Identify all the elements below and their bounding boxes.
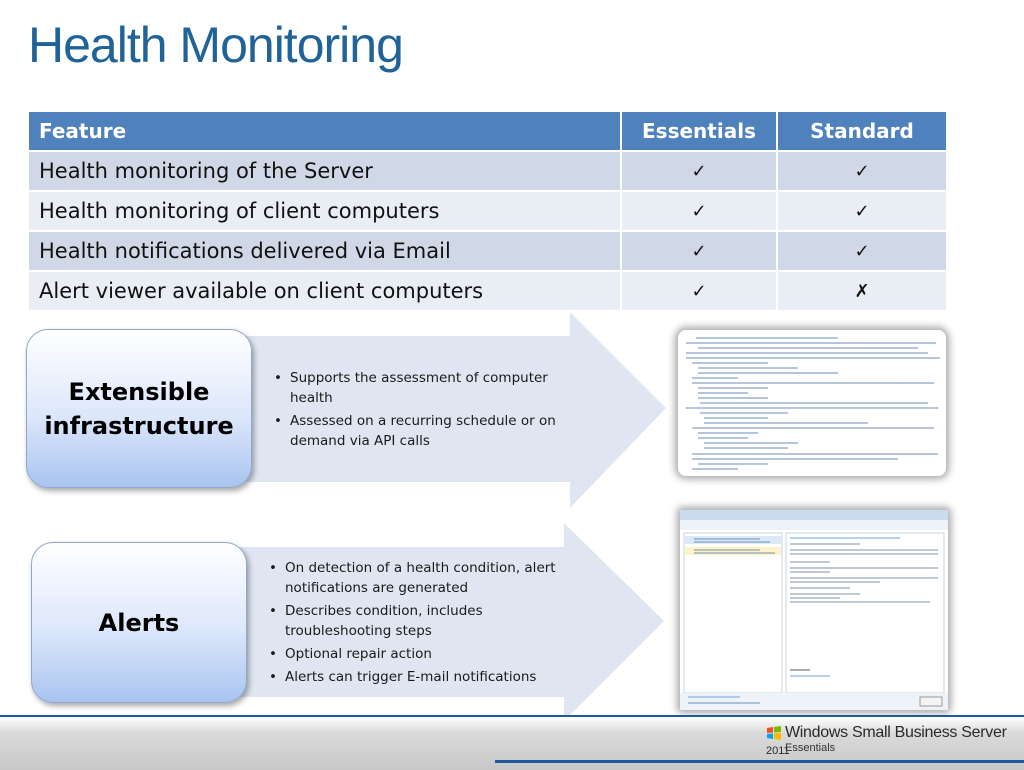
checkmark-icon: ✓ <box>621 191 777 231</box>
cross-icon: ✗ <box>777 271 947 311</box>
alerts-bullet-list <box>265 558 565 690</box>
list-item: • On detection of a health condition, alert notifications are generated <box>265 558 565 598</box>
checkmark-icon: ✓ <box>621 231 777 271</box>
alerts-box <box>31 542 247 703</box>
extensible-infrastructure-label <box>44 375 233 443</box>
table-row <box>28 151 947 191</box>
alert-viewer-window <box>680 510 948 710</box>
windows-sbs-logo <box>766 724 1024 760</box>
table-header-row <box>28 111 947 151</box>
header-standard: Standard <box>777 111 947 151</box>
windows-flag-icon <box>766 726 782 740</box>
table-row <box>28 191 947 231</box>
list-item: • Optional repair action <box>265 644 565 664</box>
checkmark-icon: ✓ <box>777 231 947 271</box>
table-row <box>28 231 947 271</box>
list-item: • Alerts can trigger E-mail notifications <box>265 667 565 687</box>
alerts-label: Alerts <box>98 608 180 637</box>
label-line-1: Extensible <box>68 377 210 406</box>
table-row <box>28 271 947 311</box>
alert-viewer-screenshot <box>680 510 948 710</box>
feature-cell: Health notifications delivered via Email <box>28 231 621 271</box>
list-item: • Supports the assessment of computer health <box>270 368 570 408</box>
label-line-2: infrastructure <box>44 411 234 440</box>
checkmark-icon: ✓ <box>777 191 947 231</box>
header-feature: Feature <box>28 111 621 151</box>
footer-accent-line <box>495 760 1024 763</box>
list-item: • Describes condition, includes troubleshooting steps <box>265 601 565 641</box>
product-name: Windows Small Business Server <box>785 724 1007 741</box>
page-title: Health Monitoring <box>28 17 403 73</box>
feature-cell: Health monitoring of the Server <box>28 151 621 191</box>
list-item: • Assessed on a recurring schedule or on demand via API calls <box>270 411 570 451</box>
header-essentials: Essentials <box>621 111 777 151</box>
extensible-infrastructure-box <box>26 329 252 488</box>
product-edition: Essentials <box>785 742 836 754</box>
xml-definition-screenshot <box>678 330 946 476</box>
product-version: 2011 <box>766 745 790 757</box>
checkmark-icon: ✓ <box>777 151 947 191</box>
checkmark-icon: ✓ <box>621 271 777 311</box>
feature-cell: Alert viewer available on client computers <box>28 271 621 311</box>
xml-code-lines <box>678 330 946 476</box>
feature-comparison-table <box>27 110 948 312</box>
infrastructure-bullet-list <box>270 368 570 454</box>
feature-cell: Health monitoring of client computers <box>28 191 621 231</box>
checkmark-icon: ✓ <box>621 151 777 191</box>
